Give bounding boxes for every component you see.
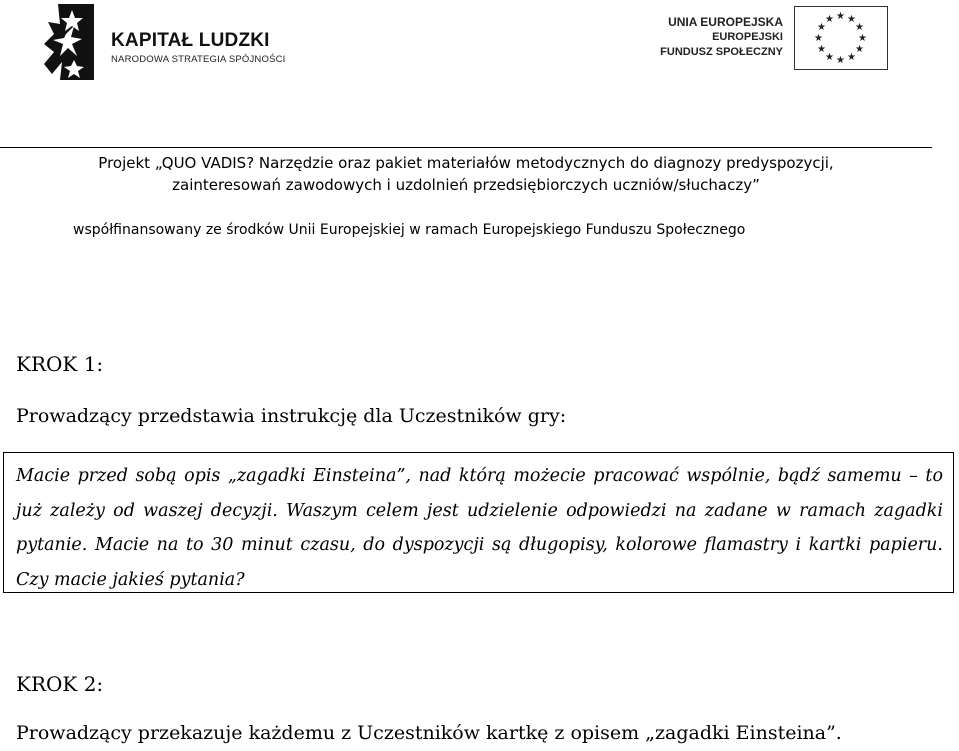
project-title	[0, 152, 932, 196]
svg-text:★: ★	[825, 52, 834, 63]
step2-heading: KROK 2:	[16, 672, 104, 696]
step2-text: Prowadzący przekazuje każdemu z Uczestników kartkę z opisem „zagadki Einsteina”.	[16, 722, 842, 744]
kapital-ludzki-mark-icon	[44, 4, 94, 80]
header-divider	[0, 147, 932, 148]
eu-flag-icon	[794, 6, 888, 70]
svg-text:★: ★	[836, 55, 845, 66]
svg-text:★: ★	[858, 33, 867, 44]
eu-logo-line2: EUROPEJSKI	[712, 31, 783, 43]
eu-logo-text	[655, 15, 783, 60]
eu-stars-icon	[795, 7, 886, 68]
step1-intro: Prowadzący przedstawia instrukcję dla Uczestników gry:	[16, 405, 567, 427]
svg-text:★: ★	[814, 33, 823, 44]
cofinance-note: współfinansowany ze środków Unii Europejskiej w ramach Europejskiego Funduszu Społecznego	[73, 222, 746, 238]
eu-logo-line1: UNIA EUROPEJSKA	[668, 15, 783, 29]
svg-text:★: ★	[847, 14, 856, 25]
kapital-ludzki-subtitle: NARODOWA STRATEGIA SPÓJNOŚCI	[111, 54, 286, 65]
project-title-line1: Projekt „QUO VADIS? Narzędzie oraz pakiet materiałów metodycznych do diagnozy predyspozycji,	[98, 154, 834, 172]
eu-logo-line3: FUNDUSZ SPOŁECZNY	[660, 46, 783, 58]
project-title-line2: zainteresowań zawodowych i uzdolnień przedsiębiorczych uczniów/słuchaczy”	[172, 176, 760, 194]
step1-instruction-box: Macie przed sobą opis „zagadki Einsteina”, nad którą możecie pracować wspólnie, bądź samemu – to już zależy od waszej decyzji. Waszym celem jest udzielenie odpowiedzi na zadane w ramach zagadki pytanie. Macie na to 30 minut czasu, do dyspozycji są długopisy, kolorowe flamastry i kartki papieru. Czy macie jakieś pytania?	[3, 452, 954, 593]
svg-text:★: ★	[825, 14, 834, 25]
eu-logo	[655, 6, 890, 72]
svg-text:★: ★	[855, 22, 864, 33]
svg-text:★: ★	[855, 44, 864, 55]
step1-heading: KROK 1:	[16, 352, 104, 376]
kapital-ludzki-title: KAPITAŁ LUDZKI	[111, 30, 270, 51]
kapital-ludzki-logo	[44, 4, 284, 82]
svg-text:★: ★	[817, 44, 826, 55]
svg-text:★: ★	[847, 52, 856, 63]
svg-text:★: ★	[817, 22, 826, 33]
svg-text:★: ★	[836, 11, 845, 22]
